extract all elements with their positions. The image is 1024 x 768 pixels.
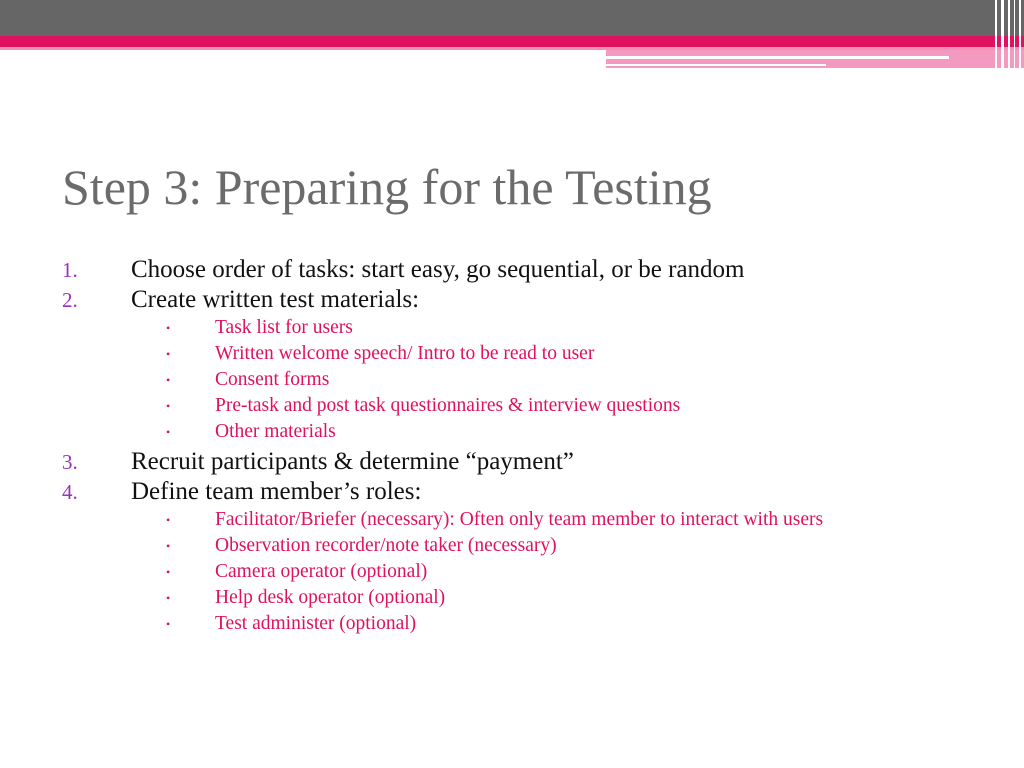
sub-list-item [62, 509, 935, 531]
list-item-number: 4. [62, 480, 78, 504]
sub-list-item [62, 587, 935, 609]
sub-list-item [62, 535, 935, 557]
header-band-divider [606, 56, 949, 59]
sub-list-item [62, 395, 935, 417]
list-item-number: 2. [62, 288, 78, 312]
list-item-text: Choose order of tasks: start easy, go sequential, or be random [131, 256, 745, 283]
sub-list-item [62, 613, 935, 635]
sub-list-item [62, 317, 935, 339]
bullet-icon: • [166, 591, 171, 605]
slide-title: Step 3: Preparing for the Testing [62, 159, 712, 215]
numbered-list [62, 255, 962, 639]
sub-list-item-text: Consent forms [215, 369, 330, 390]
sub-list-item-text: Camera operator (optional) [215, 561, 428, 582]
bullet-icon: • [166, 513, 171, 527]
bullet-icon: • [166, 321, 171, 335]
bullet-icon: • [166, 399, 171, 413]
sub-list-item [62, 421, 935, 443]
sub-list-item [62, 369, 935, 391]
sub-list [62, 509, 962, 635]
sub-list-item-text: Written welcome speech/ Intro to be read to user [215, 343, 595, 364]
list-item [62, 477, 962, 507]
sub-list-item-text: Observation recorder/note taker (necessary) [215, 535, 557, 556]
bullet-icon: • [166, 617, 171, 631]
list-item-text: Recruit participants & determine “payment” [131, 448, 574, 475]
list-item-text: Create written test materials: [131, 286, 420, 313]
header-band-divider-short [606, 64, 826, 66]
list-item-text: Define team member’s roles: [131, 478, 422, 505]
header-stripes [991, 0, 1024, 68]
bullet-icon: • [166, 539, 171, 553]
list-item-number: 1. [62, 258, 78, 282]
header-band-gray [0, 0, 1024, 36]
sub-list-item [62, 343, 935, 365]
sub-list-item-text: Help desk operator (optional) [215, 587, 446, 608]
bullet-icon: • [166, 373, 171, 387]
sub-list-item-text: Test administer (optional) [215, 613, 417, 634]
sub-list [62, 317, 962, 443]
sub-list-item-text: Task list for users [215, 317, 353, 338]
header-band-pink [0, 36, 1024, 47]
list-item-number: 3. [62, 450, 78, 474]
sub-list-item [62, 561, 935, 583]
list-item [62, 447, 962, 477]
list-item [62, 285, 962, 315]
bullet-icon: • [166, 425, 171, 439]
sub-list-item-text: Facilitator/Briefer (necessary): Often only team member to interact with users [215, 509, 824, 530]
bullet-icon: • [166, 347, 171, 361]
sub-list-item-text: Other materials [215, 421, 336, 442]
sub-list-item-text: Pre-task and post task questionnaires & interview questions [215, 395, 681, 416]
list-item [62, 255, 962, 285]
bullet-icon: • [166, 565, 171, 579]
